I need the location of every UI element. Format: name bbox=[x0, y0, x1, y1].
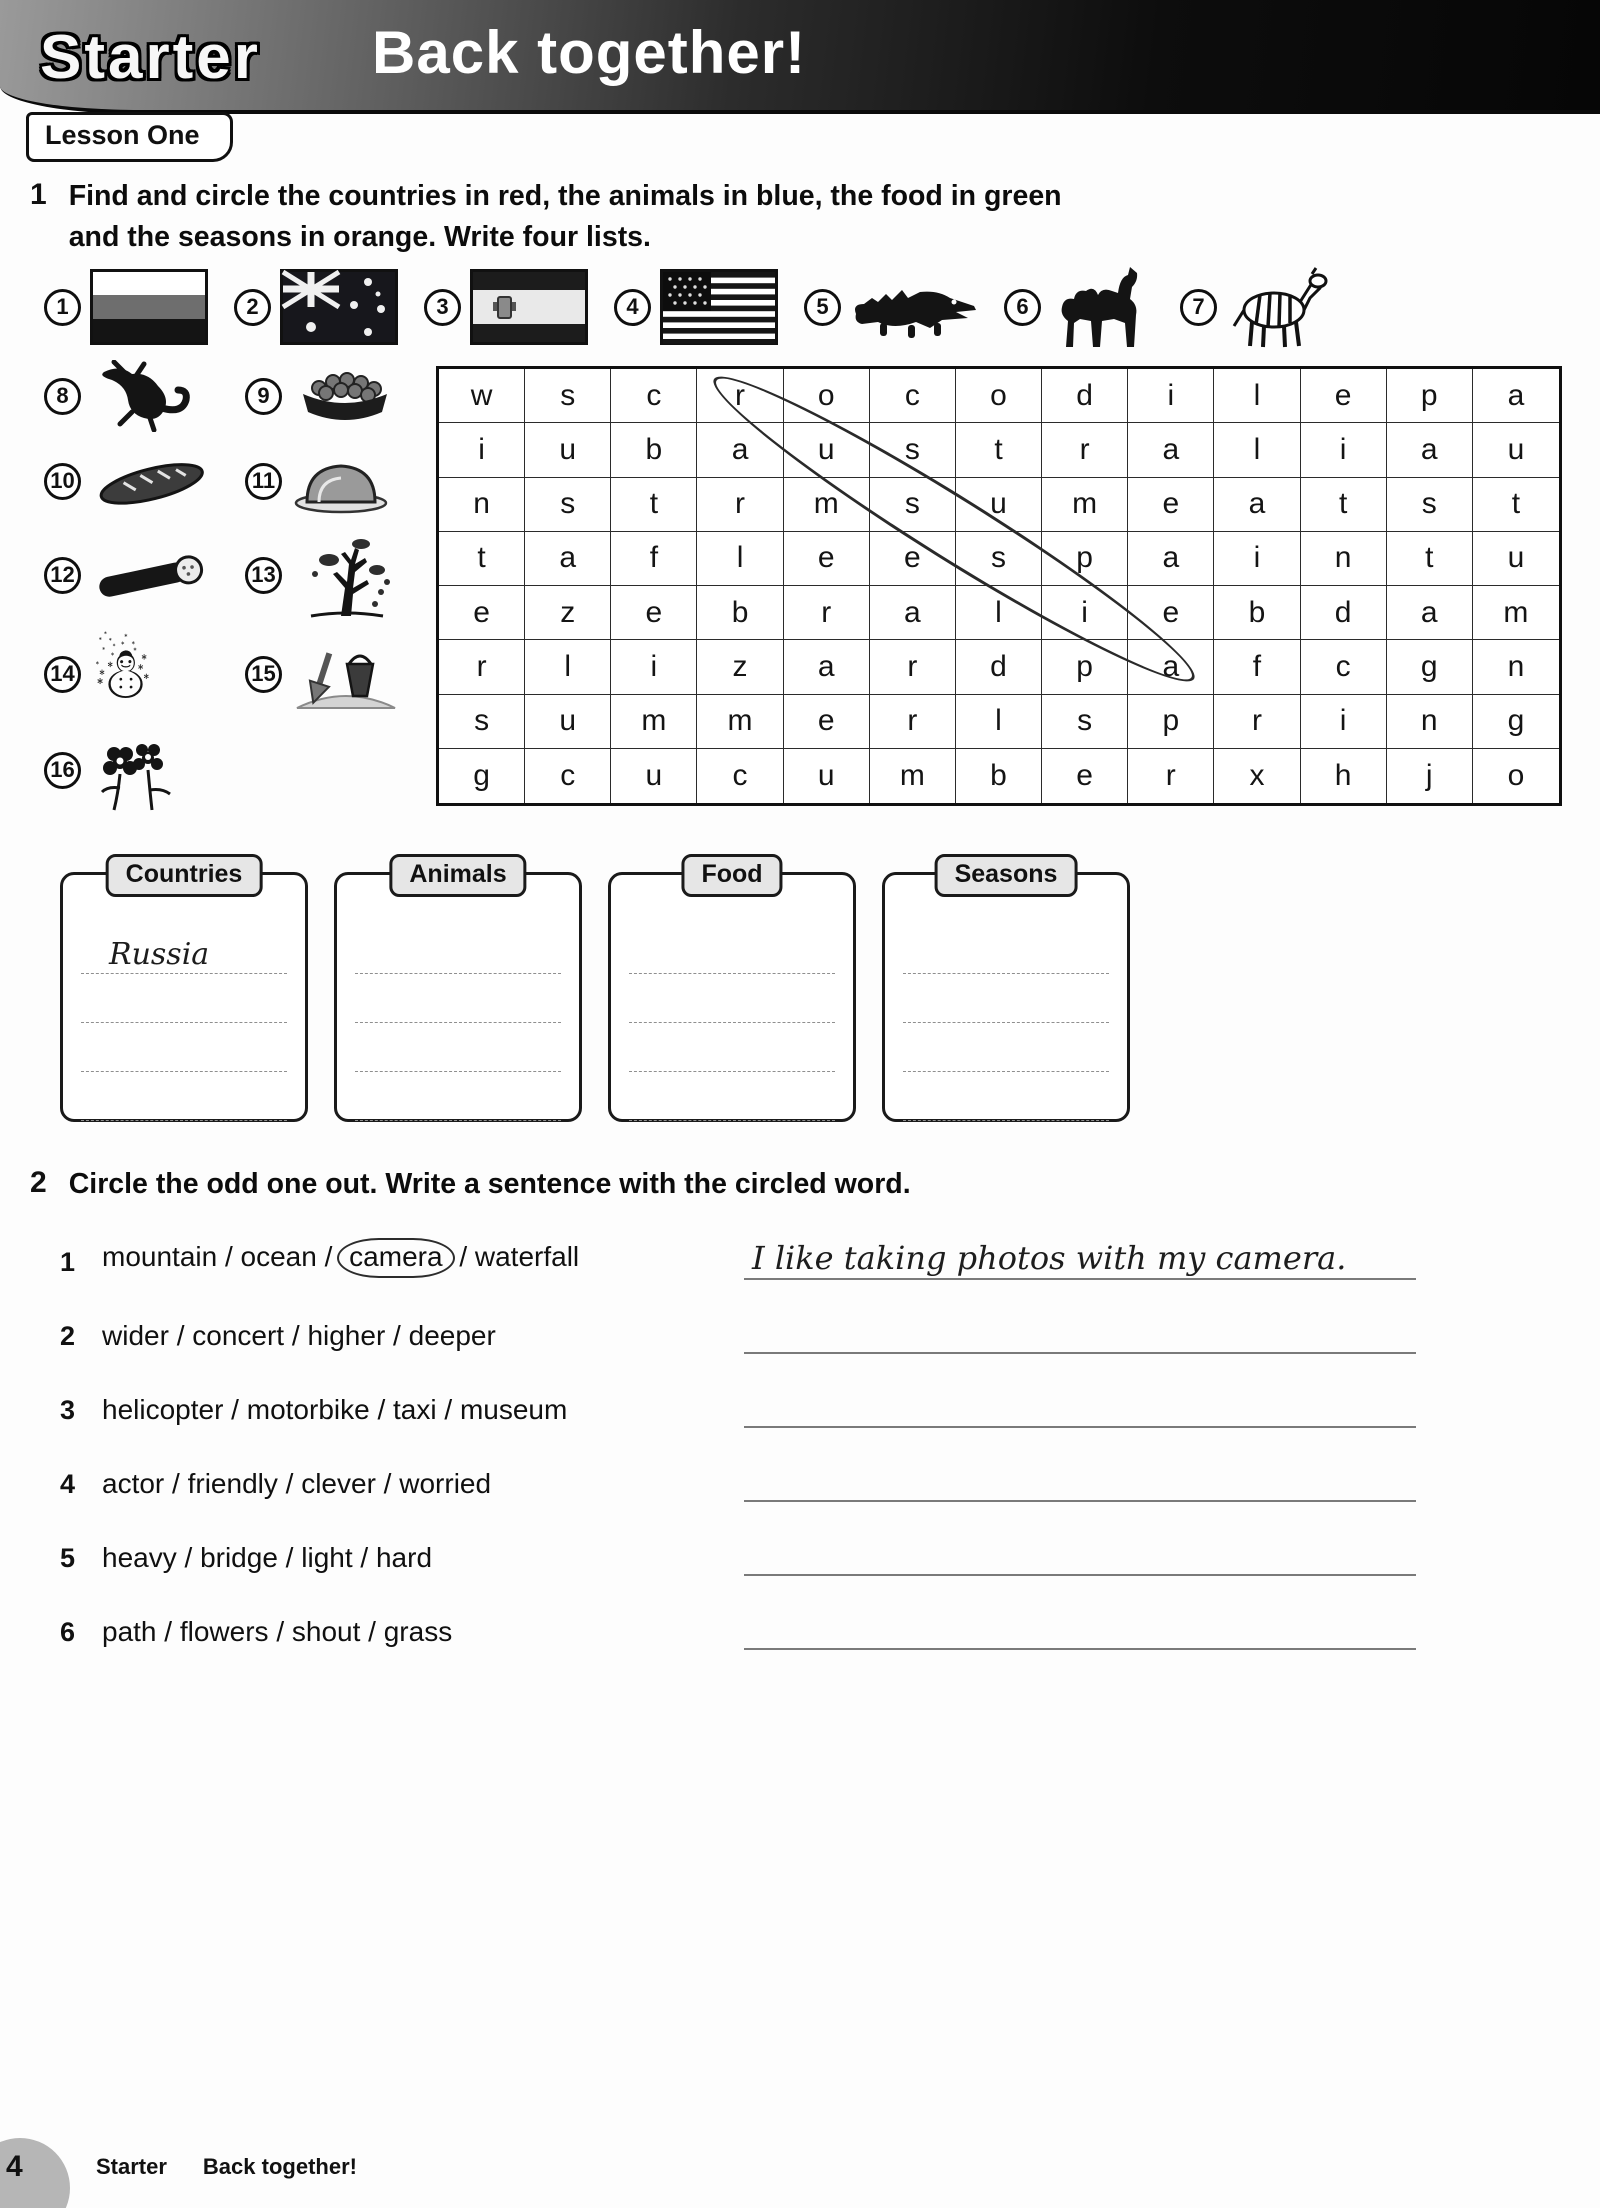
item-number-badge: 15 bbox=[245, 656, 282, 693]
wordsearch-letter: m bbox=[611, 695, 697, 749]
ham-icon bbox=[291, 446, 391, 516]
wordsearch-letter: n bbox=[1301, 532, 1387, 586]
picture-item-11 bbox=[245, 446, 440, 516]
wordsearch-letter: x bbox=[1214, 749, 1300, 803]
answer-line[interactable] bbox=[744, 1300, 1416, 1354]
item-number-badge: 5 bbox=[804, 289, 841, 326]
exercise1-number: 1 bbox=[30, 178, 47, 211]
wordsearch-letter: s bbox=[870, 478, 956, 532]
item-number-badge: 16 bbox=[44, 752, 81, 789]
exercise2-instruction: Circle the odd one out. Write a sentence with the circled word. bbox=[68, 1168, 911, 1200]
wordsearch-letter: t bbox=[1387, 532, 1473, 586]
item-number-badge: 6 bbox=[1004, 289, 1041, 326]
wordsearch-letter: e bbox=[611, 586, 697, 640]
write-line[interactable] bbox=[355, 925, 561, 974]
row-number: 3 bbox=[60, 1395, 76, 1425]
wordsearch-letter: o bbox=[1507, 758, 1525, 792]
wordsearch-letter: o bbox=[784, 369, 870, 423]
item-number-badge: 4 bbox=[614, 289, 651, 326]
write-line[interactable] bbox=[629, 1072, 835, 1121]
write-line[interactable] bbox=[629, 925, 835, 974]
item-number-badge: 1 bbox=[44, 289, 81, 326]
handwritten-entry: Russia bbox=[109, 937, 210, 972]
wordsearch-letter: t bbox=[439, 532, 525, 586]
wordsearch-letter: r bbox=[1214, 695, 1300, 749]
picture-item-13 bbox=[245, 530, 440, 620]
answer-line[interactable] bbox=[744, 1522, 1416, 1576]
wordsearch-letter: t bbox=[611, 478, 697, 532]
wordsearch-letter: r bbox=[1042, 423, 1128, 477]
crocodile-icon bbox=[850, 274, 978, 340]
row-words: mountain / ocean / camera / waterfall bbox=[102, 1238, 730, 1286]
odd-one-out-row bbox=[60, 1582, 1472, 1656]
wordsearch-letter: a bbox=[1128, 640, 1214, 694]
item-number-badge: 7 bbox=[1180, 289, 1217, 326]
list-box-seasons bbox=[882, 860, 1130, 1122]
wordsearch-letter: a bbox=[1214, 478, 1300, 532]
wordsearch-letter: c bbox=[870, 369, 956, 423]
wordsearch-letter: a bbox=[1473, 369, 1559, 423]
write-line[interactable] bbox=[629, 1023, 835, 1072]
wordsearch-letter: p bbox=[1128, 695, 1214, 749]
list-lines bbox=[629, 925, 835, 1121]
answer-line[interactable] bbox=[744, 1596, 1416, 1650]
row-words: helicopter / motorbike / taxi / museum bbox=[102, 1394, 568, 1425]
wordsearch-letter: u bbox=[1473, 423, 1559, 477]
list-lines bbox=[903, 925, 1109, 1121]
wordsearch-letter: r bbox=[870, 640, 956, 694]
wordsearch-letter: a bbox=[1387, 586, 1473, 640]
wordsearch-letter: z bbox=[697, 640, 783, 694]
wordsearch-letter: u bbox=[784, 749, 870, 803]
picture-item-8 bbox=[44, 360, 239, 432]
list-box-label: Food bbox=[681, 854, 782, 897]
row-words: actor / friendly / clever / worried bbox=[102, 1468, 492, 1499]
write-line[interactable] bbox=[903, 925, 1109, 974]
list-box-label: Countries bbox=[106, 854, 263, 897]
exercise1-header bbox=[30, 176, 1062, 259]
wordsearch-letter: z bbox=[525, 586, 611, 640]
unit-title: Back together! bbox=[372, 19, 807, 86]
write-line[interactable] bbox=[81, 974, 287, 1023]
wordsearch-letter: p bbox=[1387, 369, 1473, 423]
wordsearch-letter: r bbox=[697, 478, 783, 532]
wordsearch-letter: c bbox=[525, 749, 611, 803]
wordsearch-letter: d bbox=[956, 640, 1042, 694]
write-line[interactable] bbox=[81, 1072, 287, 1121]
wordsearch-letter: p bbox=[1042, 640, 1128, 694]
odd-one-out-row bbox=[60, 1286, 1472, 1360]
row-words: path / flowers / shout / grass bbox=[102, 1616, 453, 1647]
list-box-animals bbox=[334, 860, 582, 1122]
wordsearch-letter: u bbox=[525, 695, 611, 749]
picture-item-1 bbox=[44, 269, 208, 345]
write-line[interactable] bbox=[903, 974, 1109, 1023]
flag-australia-icon bbox=[280, 269, 398, 345]
wordsearch-letter: a bbox=[1128, 423, 1214, 477]
list-box-countries bbox=[60, 860, 308, 1122]
answer-line[interactable] bbox=[744, 1374, 1416, 1428]
wordsearch-letter: s bbox=[525, 369, 611, 423]
write-line[interactable] bbox=[81, 1023, 287, 1072]
wordsearch-letter: e bbox=[439, 586, 525, 640]
wordsearch-letter: l bbox=[525, 640, 611, 694]
wordsearch-letter: i bbox=[439, 423, 525, 477]
exercise2-header bbox=[30, 1164, 911, 1205]
wordsearch-letter: r bbox=[870, 695, 956, 749]
wordsearch-letter: d bbox=[1042, 369, 1128, 423]
wordsearch-letter: s bbox=[870, 423, 956, 477]
page-number: 4 bbox=[6, 2150, 23, 2183]
picture-item-14 bbox=[44, 634, 239, 714]
wordsearch-letter: p bbox=[1042, 532, 1128, 586]
wordsearch-letter: s bbox=[525, 478, 611, 532]
wordsearch-letter: b bbox=[956, 749, 1042, 803]
row-words: wider / concert / higher / deeper bbox=[102, 1320, 496, 1351]
wordsearch-letter: e bbox=[1128, 586, 1214, 640]
odd-one-out-row bbox=[60, 1360, 1472, 1434]
row-words: heavy / bridge / light / hard bbox=[102, 1542, 433, 1573]
wordsearch-letter: l bbox=[1214, 369, 1300, 423]
wordsearch-letter: a bbox=[1128, 532, 1214, 586]
footer-title: Back together! bbox=[202, 2154, 357, 2179]
picture-item-2 bbox=[234, 269, 398, 345]
wordsearch-letter: e bbox=[1128, 478, 1214, 532]
write-line[interactable] bbox=[903, 1023, 1109, 1072]
wordsearch-letter: i bbox=[1128, 369, 1214, 423]
row-number: 6 bbox=[60, 1617, 76, 1647]
wordsearch-letter: a bbox=[525, 532, 611, 586]
answer-line[interactable] bbox=[744, 1226, 1416, 1280]
item-number-badge: 2 bbox=[234, 289, 271, 326]
write-line[interactable] bbox=[355, 974, 561, 1023]
exercise1-instruction-line1: Find and circle the countries in red, the animals in blue, the food in green bbox=[68, 180, 1062, 212]
circled-word: camera bbox=[337, 1238, 454, 1278]
wordsearch-letter: i bbox=[1301, 695, 1387, 749]
wordsearch-letter: b bbox=[611, 423, 697, 477]
wordsearch-letter: m bbox=[784, 478, 870, 532]
handwritten-answer: I like taking photos with my camera. bbox=[752, 1239, 1347, 1277]
wordsearch-letter: s bbox=[1387, 478, 1473, 532]
flowers-icon bbox=[90, 728, 186, 812]
row-number: 4 bbox=[60, 1469, 76, 1499]
list-lines bbox=[355, 925, 561, 1121]
wordsearch-letter: e bbox=[784, 532, 870, 586]
wordsearch-letter: g bbox=[1387, 640, 1473, 694]
picture-item-3 bbox=[424, 269, 588, 345]
flag-usa-icon bbox=[660, 269, 778, 345]
list-box-label: Animals bbox=[389, 854, 526, 897]
wordsearch-letter: o bbox=[956, 369, 1042, 423]
lizard-icon bbox=[90, 360, 194, 432]
wordsearch-letter: t bbox=[956, 423, 1042, 477]
wordsearch-letter: f bbox=[611, 532, 697, 586]
odd-one-out-row bbox=[60, 1212, 1472, 1286]
wordsearch-letter: u bbox=[611, 749, 697, 803]
flag-spain-icon bbox=[470, 269, 588, 345]
wordsearch-letter: u bbox=[1473, 532, 1559, 586]
wordsearch-letter: c bbox=[1301, 640, 1387, 694]
wordsearch-letter: h bbox=[1301, 749, 1387, 803]
wordsearch-letter: r bbox=[697, 369, 783, 423]
answer-line[interactable] bbox=[744, 1448, 1416, 1502]
wordsearch-letter: r bbox=[784, 586, 870, 640]
side-picture-grid bbox=[44, 360, 440, 812]
picture-item-15 bbox=[245, 634, 440, 714]
exercise1-instruction bbox=[69, 176, 1062, 259]
wordsearch-letter: m bbox=[870, 749, 956, 803]
bread-icon bbox=[90, 450, 212, 512]
zebra-icon bbox=[1226, 264, 1330, 350]
write-line[interactable] bbox=[355, 1072, 561, 1121]
wordsearch-letter: c bbox=[697, 749, 783, 803]
cucumber-icon bbox=[90, 546, 210, 604]
wordsearch-letter: i bbox=[611, 640, 697, 694]
snowman-icon: ☃ bbox=[90, 634, 155, 714]
camel-icon bbox=[1050, 265, 1154, 349]
list-lines bbox=[81, 925, 287, 1121]
item-number-badge: 8 bbox=[44, 378, 81, 415]
wordsearch-letter: e bbox=[870, 532, 956, 586]
wordsearch-letter: t bbox=[1301, 478, 1387, 532]
wordsearch-letter: d bbox=[1301, 586, 1387, 640]
exercise2-number: 2 bbox=[30, 1166, 47, 1199]
wordsearch-letter: m bbox=[1473, 586, 1559, 640]
item-number-badge: 10 bbox=[44, 463, 81, 500]
wordsearch-letter: n bbox=[439, 478, 525, 532]
wordsearch-letter: l bbox=[1214, 423, 1300, 477]
wordsearch-letter: e bbox=[784, 695, 870, 749]
wordsearch-letter: n bbox=[1387, 695, 1473, 749]
list-boxes bbox=[60, 860, 1130, 1122]
wordsearch-letter: j bbox=[1387, 749, 1473, 803]
picture-row bbox=[44, 264, 1330, 350]
wordsearch-letter: f bbox=[1214, 640, 1300, 694]
item-number-badge: 11 bbox=[245, 463, 282, 500]
write-line[interactable] bbox=[355, 1023, 561, 1072]
wordsearch-letter: e bbox=[1042, 749, 1128, 803]
wordsearch-letter: e bbox=[1301, 369, 1387, 423]
wordsearch-letter: s bbox=[439, 695, 525, 749]
wordsearch-letter: g bbox=[1473, 695, 1559, 749]
footer-text bbox=[96, 2154, 357, 2180]
wordsearch-letter: s bbox=[956, 532, 1042, 586]
wordsearch-letter: b bbox=[1214, 586, 1300, 640]
picture-item-6 bbox=[1004, 265, 1154, 349]
picture-item-7 bbox=[1180, 264, 1330, 350]
wordsearch-letter: b bbox=[697, 586, 783, 640]
wordsearch-letter: a bbox=[784, 640, 870, 694]
row-number: 1 bbox=[60, 1247, 76, 1277]
picture-item-5 bbox=[804, 274, 978, 340]
wordsearch-letter: u bbox=[784, 423, 870, 477]
odd-one-out-row bbox=[60, 1508, 1472, 1582]
odd-one-out-row bbox=[60, 1434, 1472, 1508]
item-number-badge: 9 bbox=[245, 378, 282, 415]
peas-icon bbox=[291, 362, 399, 430]
row-number: 2 bbox=[60, 1321, 76, 1351]
write-line[interactable] bbox=[629, 974, 835, 1023]
picture-item-12 bbox=[44, 546, 239, 604]
wordsearch-letter: a bbox=[697, 423, 783, 477]
wordsearch-letter: i bbox=[1214, 532, 1300, 586]
lesson-tab: Lesson One bbox=[26, 112, 233, 162]
wordsearch-letter: s bbox=[1042, 695, 1128, 749]
item-number-badge: 14 bbox=[44, 656, 81, 693]
picture-item-4 bbox=[614, 269, 778, 345]
list-box-food bbox=[608, 860, 856, 1122]
wordsearch-letter: i bbox=[1042, 586, 1128, 640]
odd-one-out-rows bbox=[60, 1212, 1472, 1656]
wordsearch-letter: l bbox=[956, 695, 1042, 749]
flag-russia-icon bbox=[90, 269, 208, 345]
wordsearch-letter: g bbox=[439, 749, 525, 803]
wordsearch-letter: a bbox=[870, 586, 956, 640]
wordsearch-letter: c bbox=[611, 369, 697, 423]
item-number-badge: 13 bbox=[245, 557, 282, 594]
wordsearch-letter: m bbox=[1042, 478, 1128, 532]
wordsearch-letter: u bbox=[956, 478, 1042, 532]
write-line[interactable] bbox=[903, 1072, 1109, 1121]
list-box-label: Seasons bbox=[935, 854, 1078, 897]
picture-item-10 bbox=[44, 450, 239, 512]
autumn-tree-icon bbox=[291, 530, 401, 620]
picture-item-16 bbox=[44, 728, 239, 812]
row-number: 5 bbox=[60, 1543, 76, 1573]
wordsearch-letter: m bbox=[697, 695, 783, 749]
wordsearch-letter: w bbox=[439, 369, 525, 423]
wordsearch-letter: t bbox=[1473, 478, 1559, 532]
wordsearch bbox=[436, 366, 1562, 806]
exercise1-instruction-line2: and the seasons in orange. Write four lists. bbox=[68, 221, 651, 254]
wordsearch-letter: l bbox=[697, 532, 783, 586]
write-line[interactable] bbox=[81, 925, 287, 974]
wordsearch-letter: i bbox=[1301, 423, 1387, 477]
picture-item-9 bbox=[245, 362, 440, 430]
wordsearch-letter: a bbox=[1387, 423, 1473, 477]
wordsearch-letter: r bbox=[1128, 749, 1214, 803]
wordsearch-letter: u bbox=[525, 423, 611, 477]
sand-bucket-icon bbox=[291, 634, 401, 714]
wordsearch-letter: r bbox=[439, 640, 525, 694]
item-number-badge: 12 bbox=[44, 557, 81, 594]
series-title: Starter bbox=[40, 23, 261, 92]
item-number-badge: 3 bbox=[424, 289, 461, 326]
wordsearch-letter: l bbox=[956, 586, 1042, 640]
footer-series: Starter bbox=[96, 2154, 167, 2179]
wordsearch-letter: n bbox=[1473, 640, 1559, 694]
wordsearch-grid bbox=[436, 366, 1562, 806]
